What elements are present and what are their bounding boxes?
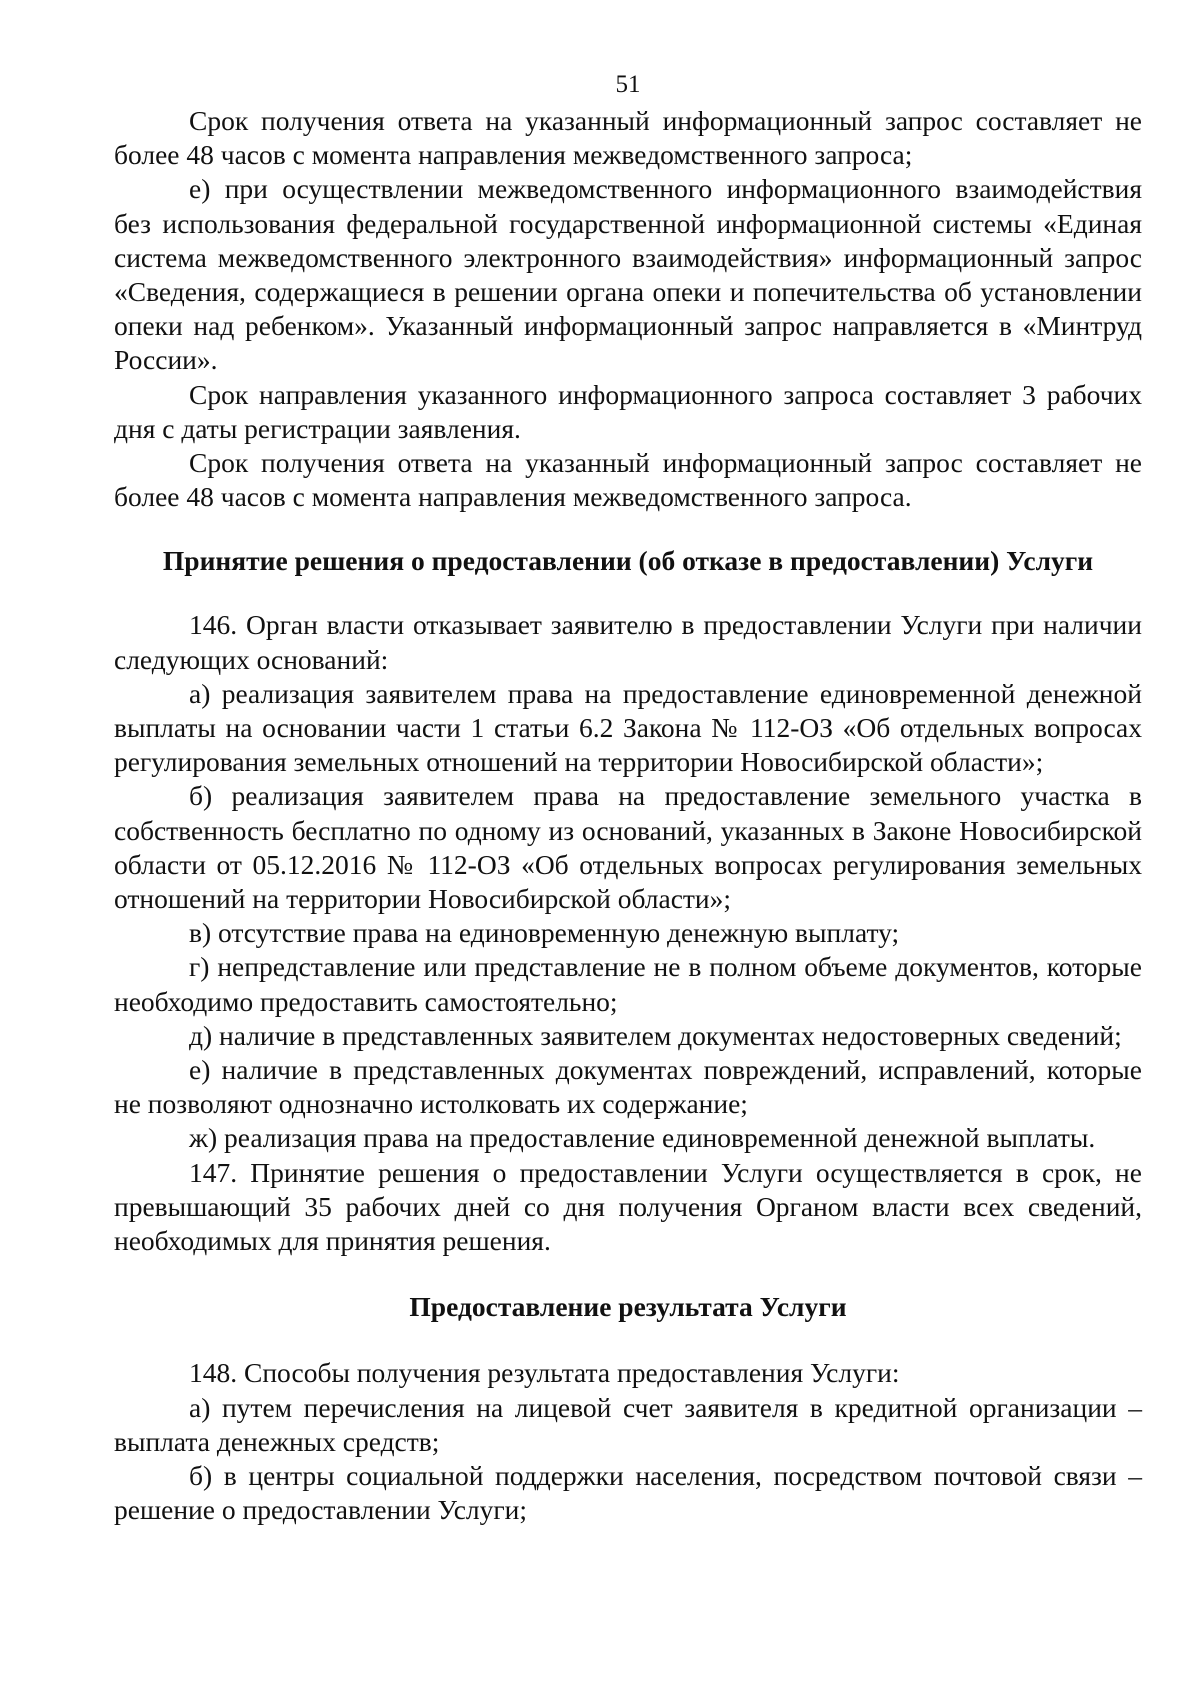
paragraph-146-item-d: д) наличие в представленных заявителем документах недостоверных сведений; — [189, 1019, 1122, 1051]
paragraph-response-deadline-1: Срок получения ответа на указанный информационный запрос составляет не более 48 часов с момента направления межведомственного запроса; — [114, 105, 1142, 171]
paragraph-146-item-v: в) отсутствие права на единовременную денежную выплату; — [189, 917, 900, 949]
section-heading-result: Предоставление результата Услуги — [409, 1291, 847, 1323]
section-heading-decision: Принятие решения о предоставлении (об отказе в предоставлении) Услуги — [162, 545, 1094, 577]
page-number: 51 — [615, 71, 641, 98]
paragraph-request-deadline: Срок направления указанного информационного запроса составляет 3 рабочих дня с даты регистрации заявления. — [114, 378, 1142, 444]
paragraph-146-item-zh: ж) реализация права на предоставление единовременной денежной выплаты. — [189, 1122, 1096, 1154]
paragraph-147: 147. Принятие решения о предоставлении Услуги осуществляется в срок, не превышающий 35 рабочих дней со дня получения Органом власти всех сведений, необходимых для принятия решения. — [114, 1156, 1142, 1257]
paragraph-148-item-b: б) в центры социальной поддержки населения, посредством почтовой связи – решение о предоставлении Услуги; — [114, 1459, 1142, 1526]
paragraph-148-intro: 148. Способы получения результата предоставления Услуги: — [189, 1357, 900, 1389]
paragraph-146-item-a: а) реализация заявителем права на предоставление единовременной денежной выплаты на основании части 1 статьи 6.2 Закона № 112-ОЗ «Об отдельных вопросах регулирования земельных отношений на территории Новосибирской области»; — [114, 677, 1142, 778]
paragraph-146-item-g: г) непредставление или представление не в полном объеме документов, которые необходимо предоставить самостоятельно; — [114, 951, 1142, 1017]
paragraph-146-item-e: е) наличие в представленных документах повреждений, исправлений, которые не позволяют однозначно истолковать их содержание; — [114, 1054, 1142, 1120]
paragraph-item-e-interaction: е) при осуществлении межведомственного информационного взаимодействия без использования федеральной государственной информационной системы «Единая система межведомственного электронного взаимодействия» информационный запрос «Сведения, содержащиеся в решении органа опеки и попечительства об установлении опеки над ребенком». Указанный информационный запрос направляется в «Минтруд России». — [114, 173, 1142, 376]
paragraph-response-deadline-2: Срок получения ответа на указанный информационный запрос составляет не более 48 часов с момента направления межведомственного запроса. — [114, 447, 1142, 513]
paragraph-148-item-a: а) путем перечисления на лицевой счет заявителя в кредитной организации – выплата денежных средств; — [114, 1391, 1142, 1457]
paragraph-146-item-b: б) реализация заявителем права на предоставление земельного участка в собственность бесплатно по одному из оснований, указанных в Законе Новосибирской области от 05.12.2016 № 112-ОЗ «Об отдельных вопросах регулирования земельных отношений на территории Новосибирской области»; — [114, 780, 1142, 915]
paragraph-146-intro: 146. Орган власти отказывает заявителю в предоставлении Услуги при наличии следующих оснований: — [114, 609, 1142, 675]
